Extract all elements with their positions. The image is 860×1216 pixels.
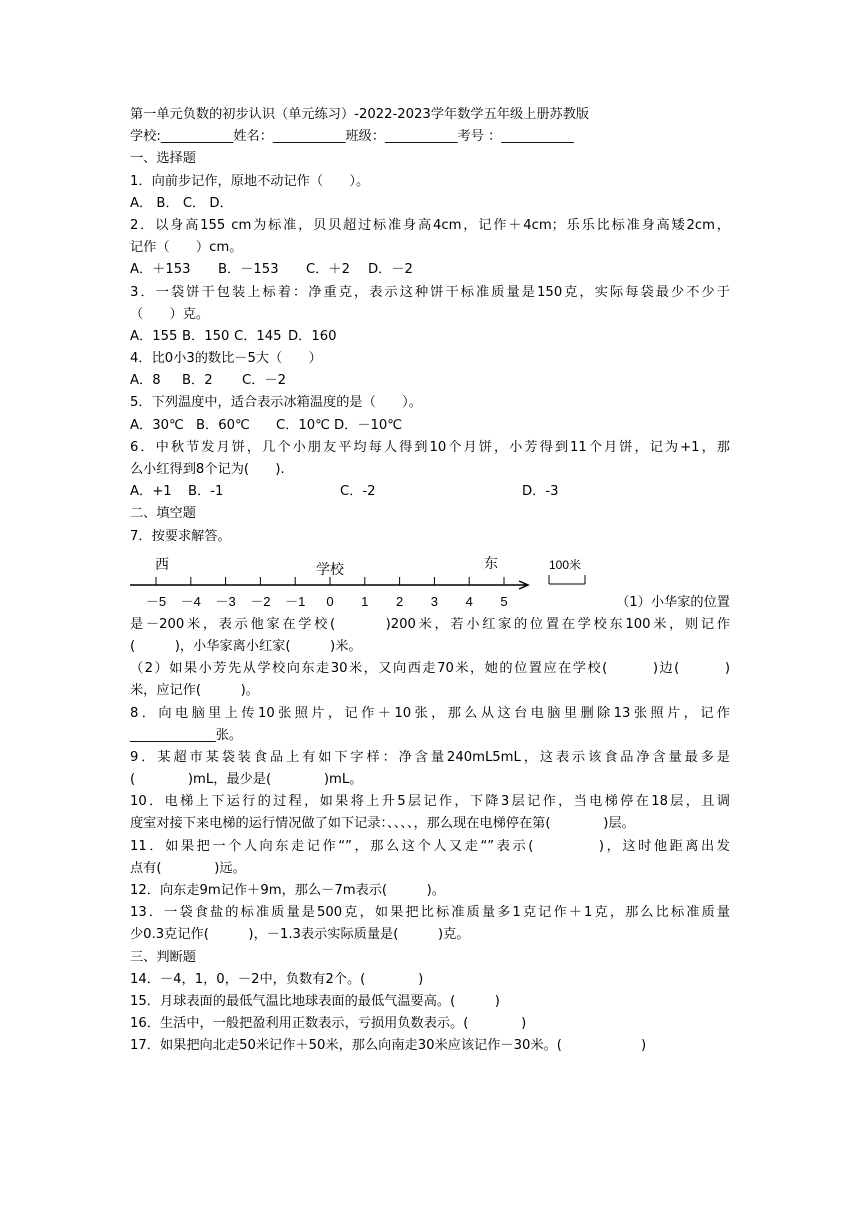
option-a: A．30℃	[130, 417, 184, 433]
tick-label: 2	[395, 593, 404, 609]
question-7-part2-line1: （2）如果小芳先从学校向东走30米，又向西走70米，她的位置应在学校( )边( )	[130, 661, 730, 677]
option-b: B．2	[182, 373, 213, 389]
tick-label: 1	[361, 593, 369, 609]
scale-label: 100米	[549, 557, 582, 572]
option-c: C．－2	[242, 373, 286, 389]
section-heading-fill: 二、填空题	[130, 506, 196, 522]
section-heading-choice: 一、选择题	[130, 151, 196, 167]
option-a: A．155	[130, 328, 178, 344]
tick-label: －5	[145, 593, 167, 609]
question-13-line1: 13．一袋食盐的标准质量是500克，如果把比标准质量多1克记作＋1克，那么比标准质量	[130, 905, 730, 921]
option-d: D．－2	[368, 262, 413, 278]
tick-label: 4	[465, 593, 473, 609]
question-15: 15．月球表面的最低气温比地球表面的最低气温要高。( )	[130, 993, 500, 1009]
school-label: 学校	[316, 561, 344, 578]
question-9-line2: ( )mL，最少是( )mL。	[130, 772, 363, 788]
tick-label: －1	[285, 593, 306, 609]
tick-label: －4	[180, 593, 201, 609]
question-7-part1-line2: 是－200米，表示他家在学校( )200米，若小红家的位置在学校东100米，则记作	[130, 616, 730, 632]
question-4-options	[130, 370, 730, 392]
option-b: B．－153	[218, 262, 279, 278]
question-11-line1: 11．如果把一个人向东走记作“”，那么这个人又走“”表示( )，这时他距离出发	[130, 838, 730, 854]
question-10-line1: 10．电梯上下运行的过程，如果将上升5层记作，下降3层记作，当电梯停在18层，且调	[130, 794, 730, 810]
question-8-line1: 8．向电脑里上传10张照片，记作＋10张，那么从这台电脑里删除13张照片，记作	[130, 705, 730, 721]
question-3-line2: （ ）克。	[130, 306, 210, 322]
worksheet-page	[130, 104, 730, 1058]
question-16: 16．生活中，一般把盈利用正数表示，亏损用负数表示。( )	[130, 1016, 527, 1032]
option-d: D．－10℃	[334, 417, 403, 433]
option-c: C．145	[234, 328, 282, 344]
question-9-line1: 9．某超市某袋装食品上有如下字样：净含量240mL5mL，这表示该食品净含量最多是	[130, 749, 730, 765]
tick-label: 3	[430, 593, 439, 609]
question-1: 1．向前步记作，原地不动记作（ ）。	[130, 173, 370, 189]
west-label: 西	[155, 556, 169, 573]
option-a: A．8	[130, 373, 161, 389]
question-3-line1: 3．一袋饼干包装上标着：净重克，表示这种饼干标准质量是150克，实际每袋最少不少于	[130, 284, 730, 300]
question-14: 14．－4，1，0，－2中，负数有2个。( )	[130, 971, 424, 987]
tick-label: －2	[250, 593, 271, 609]
east-label: 东	[484, 555, 498, 572]
option-b: B．-1	[188, 484, 224, 500]
question-6-line2: 么小红得到8个记为( ).	[130, 462, 285, 477]
question-7-part1-line3: ( )，小华家离小红家( )米。	[130, 638, 362, 654]
tick-label: 0	[326, 593, 334, 609]
question-1-options: A． B． C． D．	[130, 195, 233, 211]
option-a: A．＋153	[130, 262, 191, 278]
option-d: D．160	[288, 328, 337, 344]
option-c: C．10℃	[276, 417, 330, 433]
option-c: C．-2	[340, 484, 376, 500]
question-6-line1: 6．中秋节发月饼，几个小朋友平均每人得到10个月饼，小芳得到11个月饼，记为+1，那	[130, 439, 730, 455]
question-5-options	[130, 415, 730, 437]
question-7-part1-start: （1）小华家的位置	[616, 594, 730, 610]
question-17: 17．如果把向北走50米记作＋50米，那么向南走30米应该记作－30米。( )	[130, 1038, 647, 1054]
number-line-figure	[130, 548, 730, 614]
question-7-part2-line2: 米，应记作( )。	[130, 683, 259, 699]
student-info-line: 学校:___________姓名：___________班级：___________考号 ：___________	[130, 129, 574, 145]
question-7: 7．按要求解答。	[130, 528, 231, 544]
question-2-line2: 记作（ ）cm。	[130, 240, 243, 256]
tick-label: －3	[215, 593, 236, 609]
question-2-line1: 2．以身高155 cm为标准，贝贝超过标准身高4cm，记作＋4cm；乐乐比标准身高矮2cm，	[130, 217, 730, 233]
question-12: 12．向东走9m记作＋9m，那么－7m表示( )。	[130, 883, 445, 898]
section-heading-judge: 三、判断题	[130, 949, 196, 965]
option-a: A．+1	[130, 484, 172, 500]
question-10-line2: 度室对接下来电梯的运行情况做了如下记录：、、、、，那么现在电梯停在第( )层。	[130, 816, 635, 832]
question-6-options	[130, 481, 730, 503]
option-b: B．150	[182, 328, 230, 344]
option-d: D．-3	[522, 484, 559, 500]
question-4: 4．比0小3的数比－5大（ ）	[130, 351, 322, 367]
worksheet-title: 第一单元负数的初步认识（单元练习）-2022-2023学年数学五年级上册苏教版	[130, 107, 590, 122]
question-13-line2: 少0.3克记作( )，－1.3表示实际质量是( )克。	[130, 927, 470, 943]
question-2-options	[130, 259, 730, 281]
option-c: C．＋2	[306, 262, 350, 278]
question-3-options	[130, 326, 730, 348]
option-b: B．60℃	[196, 417, 250, 433]
question-5: 5．下列温度中，适合表示冰箱温度的是（ ）。	[130, 395, 422, 411]
tick-group	[146, 577, 508, 609]
question-8-line2: _____________张。	[130, 727, 243, 743]
question-11-line2: 点有( )远。	[130, 860, 246, 876]
tick-label: 5	[500, 593, 508, 609]
